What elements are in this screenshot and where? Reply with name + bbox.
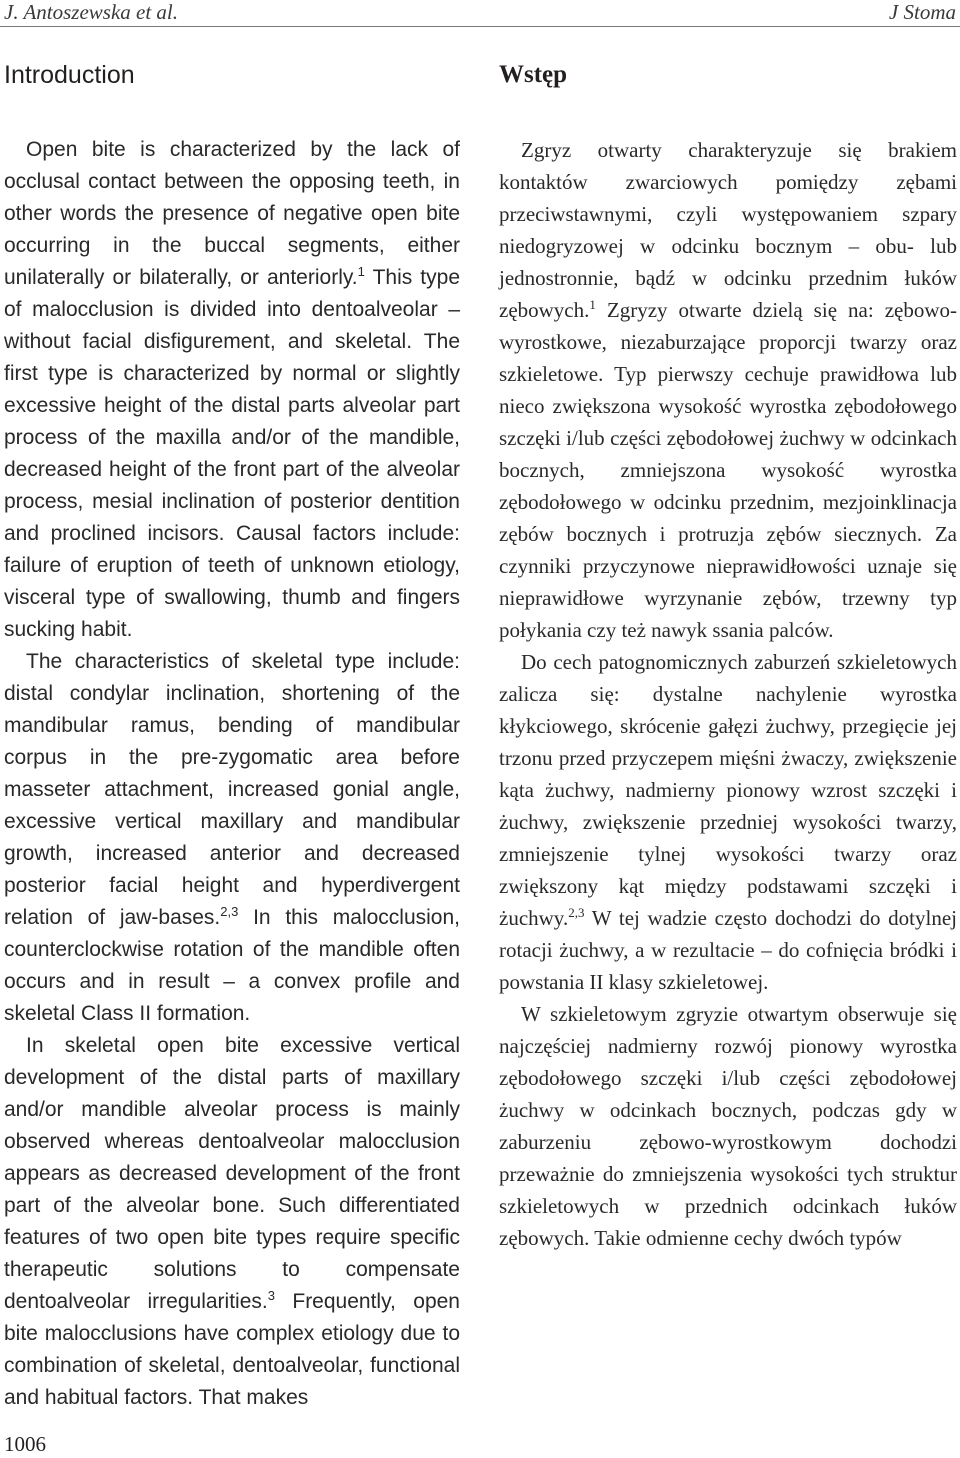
body-paragraph: The characteristics of skeletal type include: distal condylar inclination, shortening of the mandibular ramus, bending of mandibular corpus in the pre-zygomatic area before masseter attachment, increased gonial angle, excessive vertical maxillary and mandibular growth, increased anterior and decreased posterior facial height and hyperdivergent relation of jaw-bases.$^{2,3}$ In this malocclusion, counterclockwise rotation of the mandible often occurs and in result – a convex profile and skeletal Class II formation. [4, 650, 460, 1025]
polish-section-heading: Wstęp [499, 61, 568, 88]
running-head-authors: J. Antoszewska et al. [4, 0, 179, 24]
english-section-heading: Introduction [4, 61, 135, 89]
body-paragraph: Open bite is characterized by the lack of occlusal contact between the opposing teeth, in other words the presence of negative open bite occurring in the buccal segments, either unilaterally or bilaterally, or anteriorly.$^1$ This type of malocclusion is divided into dentoalveolar – without facial disfigurement, and skeletal. The first type is characterized by normal or slightly excessive height of the distal parts alveolar part process of the maxilla and/or of the mandible, decreased height of the front part of the alveolar process, mesial inclination of posterior dentition and proclined incisors. Causal factors include: failure of eruption of teeth of unknown etiology, visceral type of swallowing, thumb and fingers sucking habit. [4, 138, 460, 641]
english-column [4, 60, 460, 1414]
body-paragraph: Zgryz otwarty charakteryzuje się brakiem kontaktów zwarciowych pomiędzy zębami przeciwstawnymi, czyli występowaniem szpary niedogryzowej w odcinku bocznym – obu- lub jednostronnie, bądź w odcinku przednim łuków zębowych.$^1$ Zgryzy otwarte dzielą się na: zębowo-wyrostkowe, niezaburzające proporcji twarzy oraz szkieletowe. Typ pierwszy cechuje prawidłowa lub nieco zwiększona wysokość wyrostka zębodołowego szczęki i/lub części zębodołowej żuchwy w odcinkach bocznych, zmniejszona wysokość wyrostka zębodołowego w odcinku przednim, mezjoinklinacja zębów bocznych i protruzja zębów siecznych. Za czynniki przyczynowe nieprawidłowości uznaje się nieprawidłowe wyrzynanie zębów, trzewny typ połykania czy też nawyk ssania palców. [499, 138, 957, 642]
english-body [4, 134, 460, 1414]
header-rule [0, 26, 960, 27]
polish-column [499, 60, 957, 1254]
running-head-journal: J Stoma [888, 0, 956, 24]
body-paragraph: In skeletal open bite excessive vertical development of the distal parts of maxillary and/or mandible alveolar process is mainly observed whereas dentoalveolar malocclusion appears as decreased development of the front part of the alveolar bone. Such differentiated features of two open bite types require specific therapeutic solutions to compensate dentoalveolar irregularities.$^3$ Frequently, open bite malocclusions have complex etiology due to combination of skeletal, dentoalveolar, functional and habitual factors. That makes [4, 1034, 460, 1409]
running-head [0, 0, 960, 24]
body-paragraph: Do cech patognomicznych zaburzeń szkieletowych zalicza się: dystalne nachylenie wyrostka kłykciowego, skrócenie gałęzi żuchwy, przegięcie jej trzonu przed przyczepem mięśni żwaczy, zwiększenie kąta żuchwy, nadmierny pionowy wzrost szczęki i żuchwy, zwiększenie przedniej wysokości twarzy, zmniejszenie tylnej wysokości twarzy oraz zwiększony kąt między podstawami szczęki i żuchwy.$^{2,3}$ W tej wadzie często dochodzi do dotylnej rotacji żuchwy, a w rezultacie – do cofnięcia bródki i powstania II klasy szkieletowej. [499, 650, 957, 994]
body-paragraph: W szkieletowym zgryzie otwartym obserwuje się najczęściej nadmierny rozwój pionowy wyrostka zębodołowego szczęki i/lub części zębodołowej żuchwy w odcinkach bocznych, podczas gdy w zaburzeniu zębowo-wyrostkowym dochodzi przeważnie do zmniejszenia wysokości tych struktur szkieletowych w przednich odcinkach łuków zębowych. Takie odmienne cechy dwóch typów [499, 1002, 957, 1250]
citation-ref: 3 [267, 1288, 275, 1303]
page-number: 1006 [4, 1432, 46, 1456]
polish-body [499, 134, 957, 1254]
citation-ref: 1 [589, 297, 596, 312]
citation-ref: 2,3 [220, 904, 239, 919]
citation-ref: 2,3 [568, 905, 585, 920]
citation-ref: 1 [357, 264, 365, 279]
